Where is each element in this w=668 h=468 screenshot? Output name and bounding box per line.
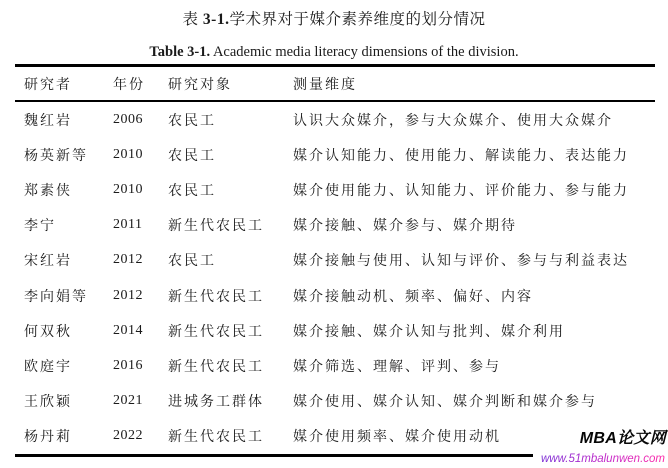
table-row	[15, 208, 655, 243]
year-cell: 2010	[113, 181, 143, 197]
table-body	[15, 102, 655, 454]
dimensions-cell: 媒介使用频率、媒介使用动机	[293, 430, 501, 446]
table-row	[15, 137, 655, 172]
subject-cell: 农民工	[168, 183, 216, 199]
table-title-zh-prefix: 表	[182, 11, 203, 28]
dimensions-cell: 媒介筛选、理解、评判、参与	[293, 359, 501, 375]
table-title-zh-text: 学术界对于媒介素养维度的划分情况	[229, 11, 486, 28]
dimensions-cell: 媒介使用能力、认知能力、评价能力、参与能力	[293, 183, 629, 199]
watermark-site-url: www.51mbalunwen.com	[540, 453, 665, 465]
dimensions-cell: 媒介接触、媒介认知与批判、媒介利用	[293, 324, 565, 340]
table-row	[15, 278, 655, 313]
year-cell: 2011	[113, 217, 143, 233]
researcher-cell: 李向娟等	[24, 289, 88, 305]
table-row	[15, 313, 655, 348]
table-title-en	[0, 44, 668, 61]
subject-cell: 进城务工群体	[168, 395, 264, 411]
researcher-cell: 李宁	[24, 219, 56, 235]
dimensions-cell: 媒介使用、媒介认知、媒介判断和媒介参与	[293, 395, 597, 411]
dimensions-cell: 媒介接触动机、频率、偏好、内容	[293, 289, 533, 305]
table-header-row	[15, 67, 655, 100]
dimensions-cell: 媒介认知能力、使用能力、解读能力、表达能力	[293, 148, 629, 164]
subject-cell: 农民工	[168, 113, 216, 129]
header-subject: 研究对象	[168, 77, 232, 93]
table-title-en-number: Table 3-1.	[149, 44, 211, 60]
year-cell: 2012	[113, 252, 143, 268]
subject-cell: 新生代农民工	[168, 359, 264, 375]
year-cell: 2016	[113, 357, 143, 373]
subject-cell: 新生代农民工	[168, 324, 264, 340]
year-cell: 2021	[113, 393, 143, 409]
header-year: 年份	[113, 77, 145, 93]
table-title-en-text: Academic media literacy dimensions of the division.	[210, 44, 519, 60]
table-row	[15, 243, 655, 278]
researcher-cell: 杨英新等	[24, 148, 88, 164]
header-researcher: 研究者	[24, 77, 72, 93]
year-cell: 2022	[113, 428, 143, 444]
subject-cell: 农民工	[168, 254, 216, 270]
watermark-url-background	[533, 451, 666, 468]
data-table	[15, 64, 655, 457]
watermark	[406, 429, 666, 468]
researcher-cell: 魏红岩	[24, 113, 72, 129]
dimensions-cell: 认识大众媒介，参与大众媒介、使用大众媒介	[293, 113, 613, 129]
table-title-zh-number: 3-1.	[202, 11, 230, 28]
year-cell: 2014	[113, 322, 143, 338]
watermark-site-name: MBA论文网	[579, 430, 666, 447]
table-row	[15, 172, 655, 207]
dimensions-cell: 媒介接触、媒介参与、媒介期待	[293, 219, 517, 235]
table-row	[15, 102, 655, 137]
researcher-cell: 宋红岩	[24, 254, 72, 270]
researcher-cell: 欧庭宇	[24, 359, 72, 375]
table-row	[15, 384, 655, 419]
year-cell: 2012	[113, 287, 143, 303]
researcher-cell: 王欣颖	[24, 395, 72, 411]
table-row	[15, 348, 655, 383]
researcher-cell: 郑素侠	[24, 183, 72, 199]
researcher-cell: 杨丹莉	[24, 430, 72, 446]
header-dimensions: 测量维度	[293, 77, 357, 93]
year-cell: 2010	[113, 146, 143, 162]
subject-cell: 新生代农民工	[168, 430, 264, 446]
dimensions-cell: 媒介接触与使用、认知与评价、参与与利益表达	[293, 254, 629, 270]
subject-cell: 新生代农民工	[168, 219, 264, 235]
subject-cell: 新生代农民工	[168, 289, 264, 305]
subject-cell: 农民工	[168, 148, 216, 164]
year-cell: 2006	[113, 111, 143, 127]
researcher-cell: 何双秋	[24, 324, 72, 340]
table-title-zh	[0, 7, 668, 29]
